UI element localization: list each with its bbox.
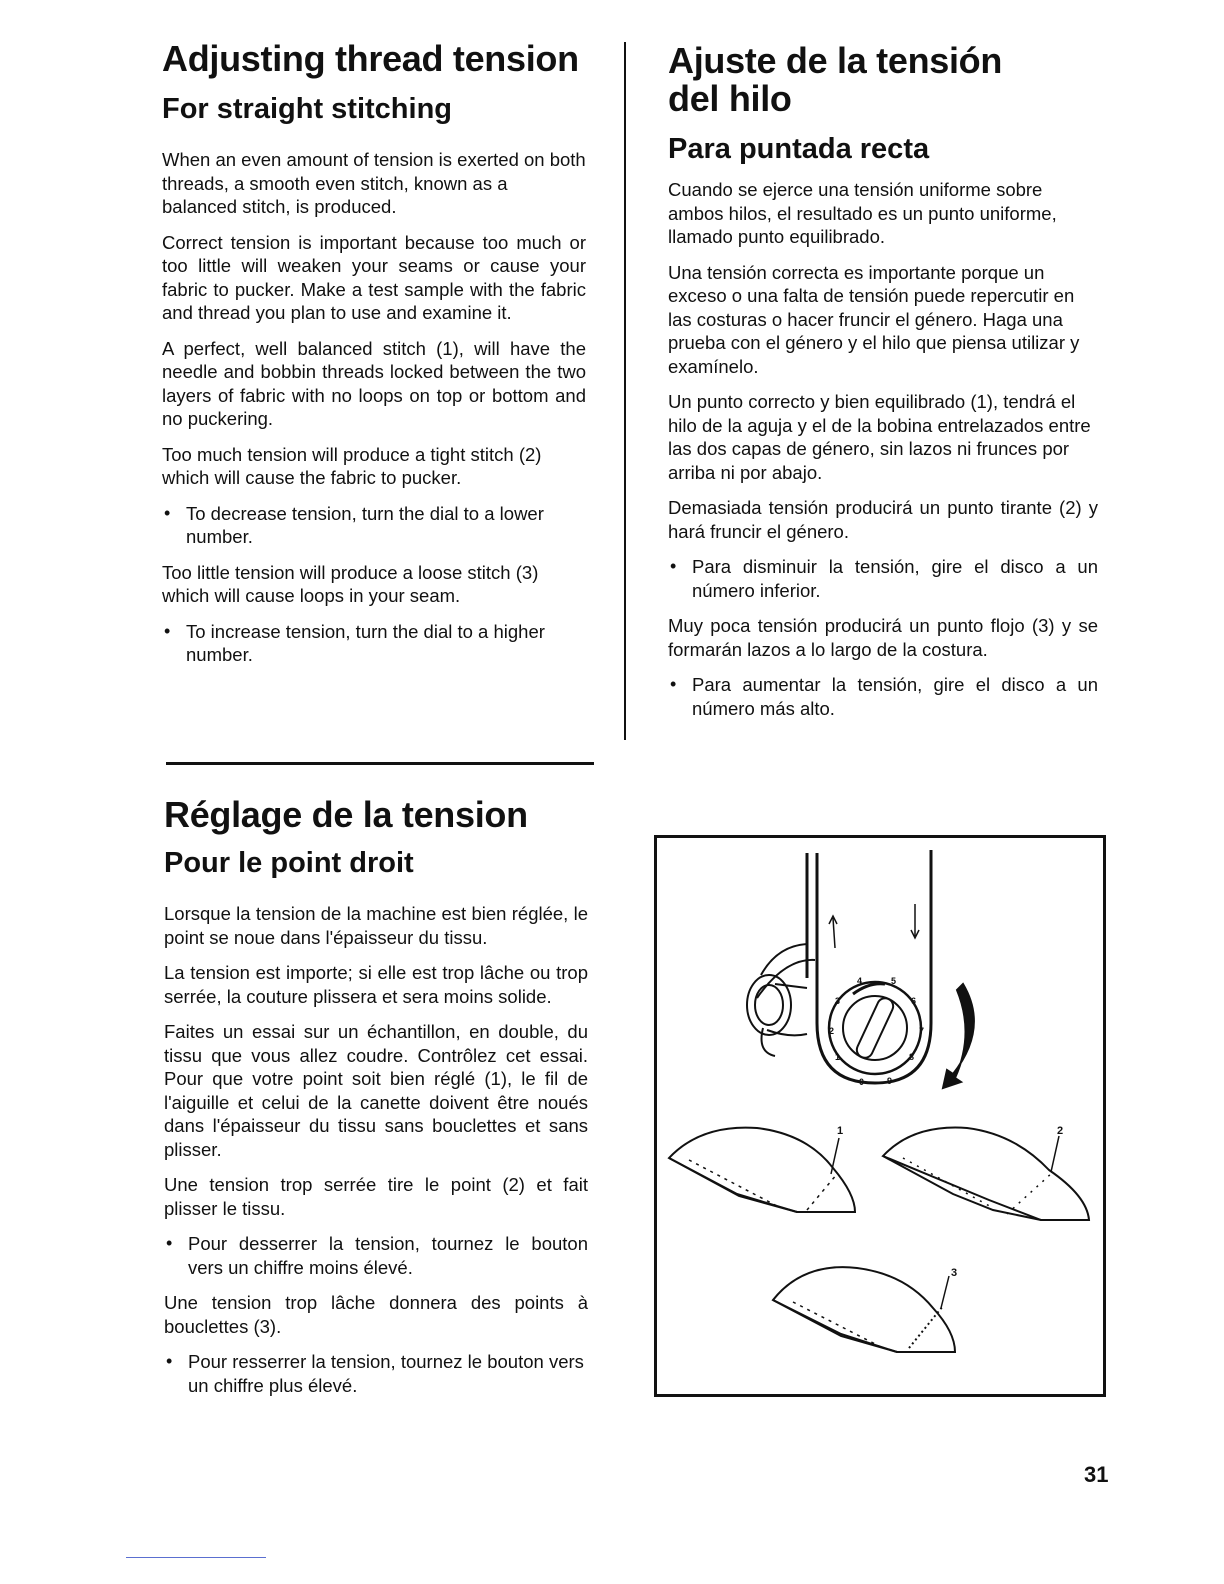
french-subtitle: Pour le point droit [164,847,414,879]
english-paragraph-4: Too much tension will produce a tight stitch (2) which will cause the fabric to pucker. [162,443,542,488]
french-column [164,796,588,1409]
dial-number-0: 0 [859,1077,865,1087]
french-paragraph-1: Lorsque la tension de la machine est bien réglée, le point se noue dans l'épaisseur du tissu. [164,903,588,948]
dial-number-2: 2 [829,1026,835,1036]
french-title: Réglage de la tension [164,794,528,835]
spanish-paragraph-3: Un punto correcto y bien equilibrado (1), tendrá el hilo de la aguja y el de la bobina entrelazados entre las dos capas de género, sin lazos ni frunces por arriba ni por abajo. [668,391,1091,483]
spanish-paragraph-5: Muy poca tensión producirá un punto flojo (3) y se formarán lazos a lo largo de la costura. [668,615,1098,660]
spanish-title-line-2: del hilo [668,78,792,119]
english-paragraph-2: Correct tension is important because too much or too little will weaken your seams or cause your fabric to pucker. Make a test sample with the fabric and thread you plan to use and examine it. [162,231,586,323]
english-subtitle: For straight stitching [162,93,452,125]
section-divider [166,762,594,765]
english-bullet-list-2 [162,620,586,667]
french-paragraph-3: Faites un essai sur un échantillon, en double, du tissu que vous allez coudre. Contrôlez cet essai. Pour que votre point soit bien réglé (1), le fil de l'aiguille et celui de la canette doivent être noués dans l'épaisseur du tissu sans bouclettes et sans plisser. [164,1021,588,1160]
english-bullet-decrease: • To decrease tension, turn the dial to a lower number. [162,502,586,549]
stitch-sample-loose [773,1267,957,1352]
spanish-column [668,42,1098,732]
tension-dial [829,982,921,1074]
french-bullet-decrease: • Pour desserrer la tension, tournez le bouton vers un chiffre moins élevé. [164,1232,588,1279]
french-bullet-list-2 [164,1350,588,1397]
spanish-paragraph-1: Cuando se ejerce una tensión uniforme sobre ambos hilos, el resultado es un punto uniforme, llamado punto equilibrado. [668,179,1057,247]
dial-number-9: 9 [887,1076,893,1086]
spanish-bullet-list-2 [668,673,1098,720]
stitch-label-1: 1 [837,1125,844,1137]
tension-illustration-svg [657,838,1103,1394]
dial-number-3: 3 [835,996,841,1006]
spanish-bullet-list-1 [668,555,1098,602]
dial-number-5: 5 [891,976,897,986]
dial-number-7: 7 [919,1026,925,1036]
stitch-sample-tight [883,1125,1089,1220]
english-column [162,40,586,679]
dial-number-6: 6 [911,996,917,1006]
english-paragraph-5: Too little tension will produce a loose stitch (3) which will cause loops in your seam. [162,561,539,606]
english-paragraph-1: When an even amount of tension is exerted on both threads, a smooth even stitch, known as a balanced stitch, is produced. [162,149,586,217]
machine-head [807,850,931,1083]
stitch-sample-balanced [669,1125,855,1212]
french-paragraph-5: Une tension trop lâche donnera des points à bouclettes (3). [164,1292,588,1337]
spanish-bullet-increase: • Para aumentar la tensión, gire el disco a un número más alto. [668,673,1098,720]
dial-number-4: 4 [857,976,863,986]
dial-number-1: 1 [835,1052,841,1062]
english-bullet-increase: • To increase tension, turn the dial to a higher number. [162,620,586,667]
stitch-label-3: 3 [951,1267,958,1279]
page-number: 31 [1084,1462,1109,1487]
tension-discs [747,944,815,1056]
spanish-paragraph-2: Una tensión correcta es importante porque un exceso o una falta de tensión puede repercutir en las costuras o hacer fruncir el género. Haga una prueba con el género y el hilo que piensa utilizar y examínelo. [668,261,1080,377]
french-bullet-list-1 [164,1232,588,1279]
tension-illustration [654,835,1106,1397]
french-paragraph-2: La tension est importe; si elle est trop lâche ou trop serrée, la couture plissera et sera moins solide. [164,962,588,1007]
spanish-title-line-1: Ajuste de la tensión [668,40,1003,81]
french-bullet-increase: • Pour resserrer la tension, tournez le bouton vers un chiffre plus élevé. [164,1350,588,1397]
rotation-arrow [943,984,974,1088]
english-title: Adjusting thread tension [162,38,579,79]
french-paragraph-4: Une tension trop serrée tire le point (2) et fait plisser le tissu. [164,1174,588,1219]
spanish-bullet-decrease: • Para disminuir la tensión, gire el disco a un número inferior. [668,555,1098,602]
spanish-subtitle: Para puntada recta [668,133,930,165]
stitch-label-2: 2 [1057,1125,1064,1137]
column-divider [624,42,626,740]
dial-number-8: 8 [909,1052,915,1062]
english-bullet-list-1 [162,502,586,549]
spanish-paragraph-4: Demasiada tensión producirá un punto tirante (2) y hará fruncir el género. [668,497,1098,542]
scan-edge-line [126,1557,266,1558]
english-paragraph-3: A perfect, well balanced stitch (1), will have the needle and bobbin threads locked between the two layers of fabric with no loops on top or bottom and no puckering. [162,337,586,429]
